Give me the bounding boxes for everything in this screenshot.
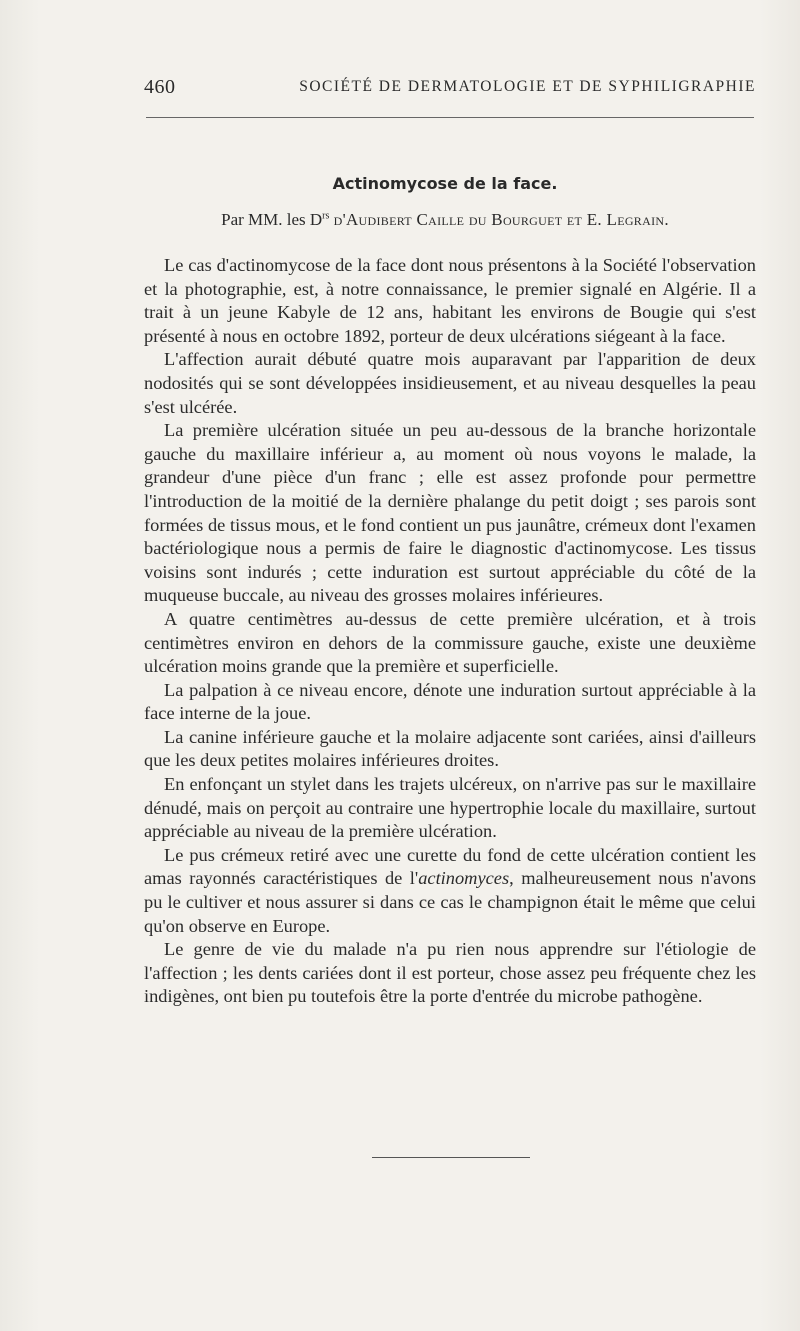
authors-names: d'Audibert Caille du Bourguet et E. Legrain. (333, 210, 669, 229)
paragraph: L'affection aurait débuté quatre mois auparavant par l'apparition de deux nodosités qui se sont développées insidieusement, et au niveau desquelles la peau s'est ulcérée. (144, 349, 756, 417)
paragraph (144, 844, 756, 938)
article-title: Actinomycose de la face. (332, 174, 558, 193)
running-header (144, 76, 756, 104)
paragraph: La canine inférieure gauche et la molaire adjacente sont cariées, ainsi d'ailleurs que les deux petites molaires inférieures droites. (144, 726, 756, 771)
article-body (144, 254, 756, 1009)
authors-prefix: Par MM. les D (221, 210, 323, 229)
paragraph: En enfonçant un stylet dans les trajets ulcéreux, on n'arrive pas sur le maxillaire dénudé, mais on perçoit au contraire une hypertrophie locale du maxillaire, surtout appréciable au niveau de la première ulcération. (144, 774, 756, 842)
paragraph-text: Le pus crémeux retiré avec une curette du fond de cette ulcération contient les amas rayonnés caractéristiques de l' (144, 844, 756, 889)
paragraph: Le cas d'actinomycose de la face dont nous présentons à la Société l'observation et la photographie, est, à notre connaissance, le premier signalé en Algérie. Il a trait à un jeune Kabyle de 12 ans, habitant les environs de Bougie qui s'est présenté à nous en octobre 1892, porteur de deux ulcérations siégeant à la face. (144, 255, 756, 346)
header-rule (146, 117, 754, 118)
paragraph: A quatre centimètres au-dessus de cette première ulcération, et à trois centimètres environ en dehors de la commissure gauche, existe une deuxième ulcération moins grande que la première et superficielle. (144, 608, 756, 677)
paragraph: La première ulcération située un peu au-dessous de la branche horizontale gauche du maxillaire inférieur a, au moment où nous voyons le malade, la grandeur d'une pièce d'un franc ; elle est assez profonde pour permettre l'introduction de la moitié de la dernière phalange du petit doigt ; ses parois sont formées de tissus mous, et le fond contient un pus jaunâtre, crémeux dont l'examen bactériologique nous a permis de faire le diagnostic d'actinomycose. Les tissus voisins sont indurés ; cette induration est surtout appréciable du côté de la muqueuse buccale, au niveau des grosses molaires inférieures. (144, 420, 756, 606)
authors-line (0, 210, 800, 230)
running-title: SOCIÉTÉ DE DERMATOLOGIE ET DE SYPHILIGRAPHIE (299, 78, 756, 95)
authors-sup: rs (322, 210, 330, 222)
species-name: actinomyces (418, 868, 510, 889)
paragraph-text: , malheureusement nous n'avons pu le cultiver et nous assurer si dans ce cas le champignon était le même que celui qu'on observe en Europe. (144, 868, 756, 936)
end-rule (372, 1157, 530, 1158)
paragraph: Le genre de vie du malade n'a pu rien nous apprendre sur l'étiologie de l'affection ; les dents cariées dont il est porteur, chose assez peu fréquente chez les indigènes, ont bien pu toutefois être la porte d'entrée du microbe pathogène. (144, 939, 756, 1007)
page-number: 460 (144, 76, 176, 98)
paragraph: La palpation à ce niveau encore, dénote une induration surtout appréciable à la face interne de la joue. (144, 679, 756, 724)
